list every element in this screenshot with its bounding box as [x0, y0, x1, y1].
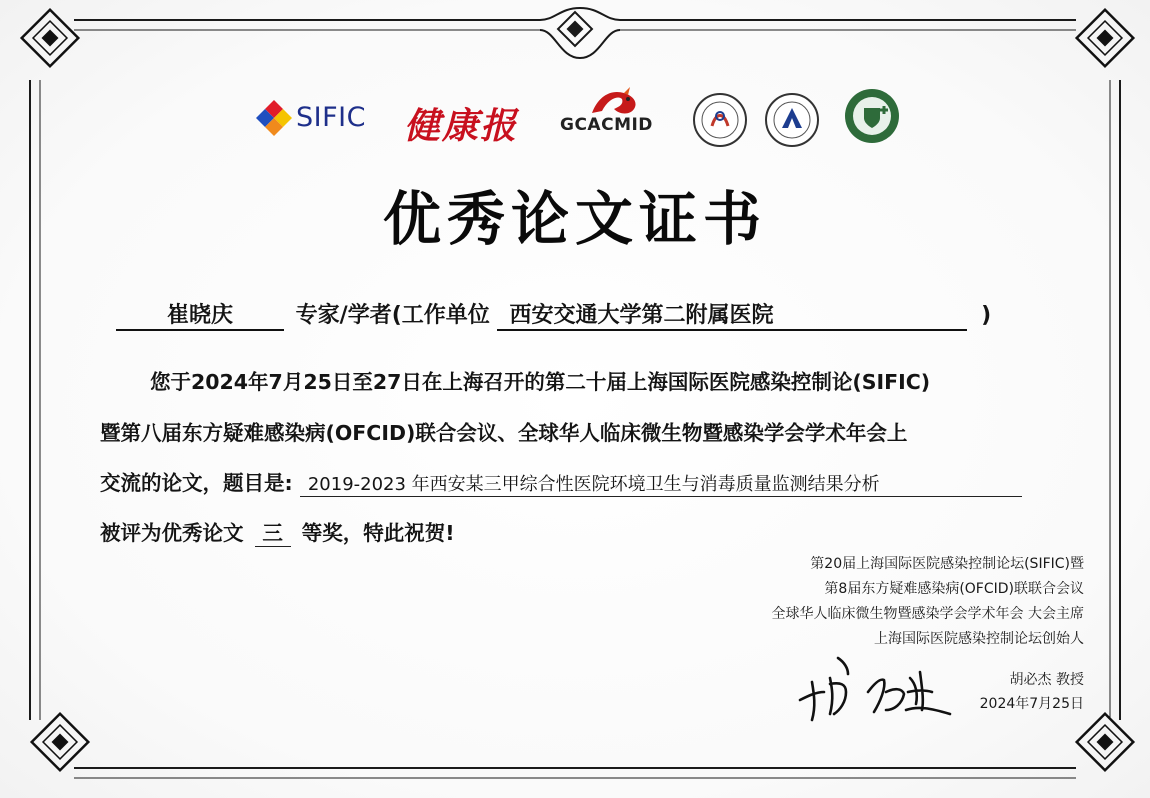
corner-ornament-bl: [32, 714, 89, 771]
corner-ornament-tr: [1077, 10, 1134, 67]
corner-ornament-br: [1077, 714, 1134, 771]
footer-line-1: 第20届上海国际医院感染控制论坛(SIFIC)暨: [810, 556, 1084, 572]
society-seal-icon: [764, 92, 820, 148]
sific-logo: [256, 95, 386, 140]
recipient-line: [116, 298, 991, 331]
sific-diamond-icon: [256, 100, 292, 136]
ipc-seal-icon: [844, 88, 900, 144]
corner-ornament-tl: [22, 10, 79, 67]
gcacmid-logo-text: GCACMID: [560, 115, 653, 135]
award-level: 三: [255, 516, 291, 547]
paper-title-label: 交流的论文，题目是:: [100, 471, 293, 495]
certificate-title: 优秀论文证书: [382, 185, 767, 253]
sific-logo-text: SIFIC: [296, 102, 366, 133]
body-line-1: 您于2024年7月25日至27日在上海召开的第二十届上海国际医院感染控制论(SIFIC): [150, 370, 931, 394]
body-line-3: [100, 466, 1022, 497]
signer-name: 胡必杰 教授: [1009, 672, 1084, 688]
gcacmid-logo: [556, 85, 666, 140]
association-seal-icon: [692, 92, 748, 148]
recipient-name: 崔晓庆: [116, 298, 284, 331]
award-prefix: 被评为优秀论文: [100, 521, 244, 545]
footer-line-4: 上海国际医院感染控制论坛创始人: [874, 631, 1084, 647]
jiankangbao-logo: 健康报: [404, 105, 519, 147]
body-line-2: 暨第八届东方疑难感染病(OFCID)联合会议、全球华人临床微生物暨感染学会学术年会上: [100, 421, 908, 445]
recipient-close: ): [981, 303, 992, 328]
recipient-unit: 西安交通大学第二附属医院: [497, 298, 967, 331]
signature-date: 2024年7月25日: [979, 696, 1084, 712]
recipient-role: 专家/学者(工作单位: [295, 303, 490, 328]
award-suffix: 等奖，特此祝贺!: [301, 521, 455, 545]
footer-line-3: 全球华人临床微生物暨感染学会学术年会 大会主席: [771, 606, 1084, 622]
footer-line-2: 第8届东方疑难感染病(OFCID)联联合会议: [824, 581, 1084, 597]
dragon-emblem-icon: [584, 85, 644, 119]
body-line-4: [100, 516, 455, 547]
paper-title: 2019-2023 年西安某三甲综合性医院环境卫生与消毒质量监测结果分析: [300, 470, 1022, 497]
handwritten-signature: [790, 648, 970, 728]
